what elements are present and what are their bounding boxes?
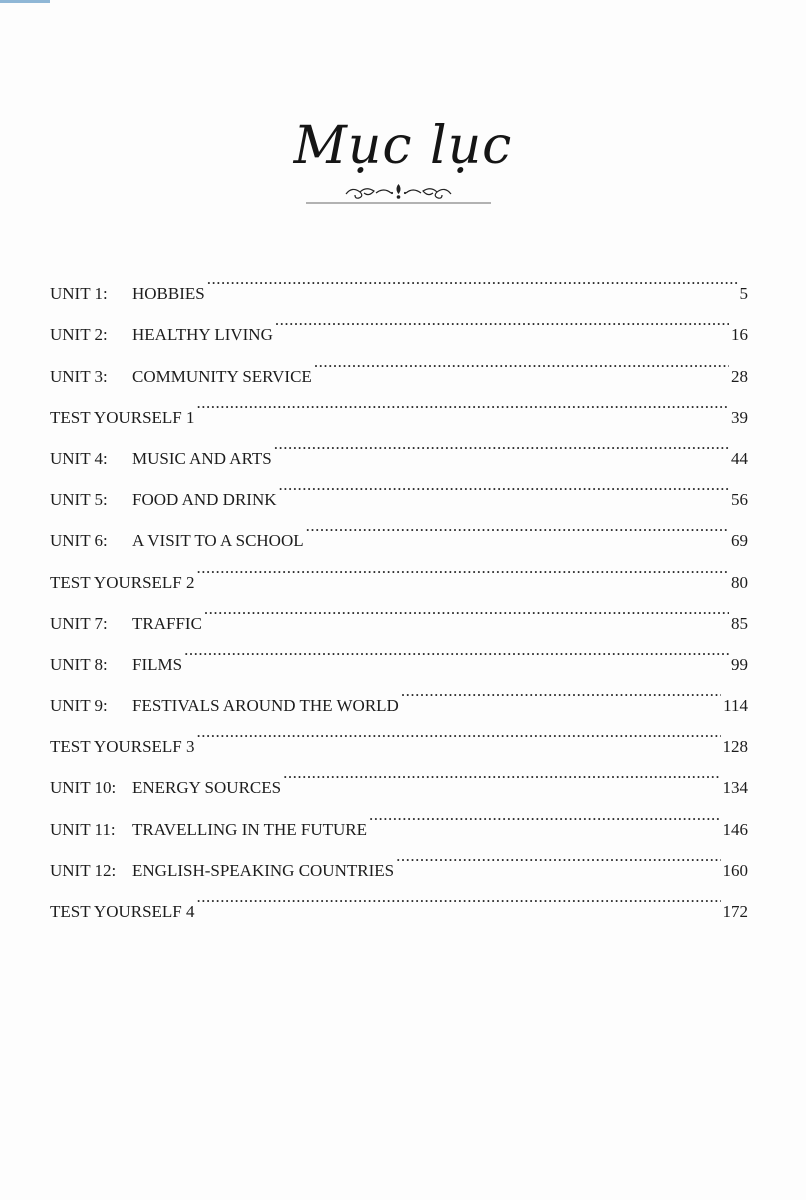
- toc-entry-page-number: 28: [731, 366, 748, 386]
- toc-entry-title: FILMS: [132, 654, 183, 674]
- toc-entry-label: [50, 562, 195, 603]
- toc-entry-page-number: 80: [731, 572, 748, 592]
- dot-leader: [396, 835, 720, 876]
- toc-entry-label: [50, 314, 273, 355]
- toc-entry-page-number: 128: [722, 737, 748, 757]
- toc-entry-title: FESTIVALS AROUND THE WORLD: [132, 696, 399, 716]
- toc-entry-number: UNIT 7:: [50, 613, 108, 633]
- toc-entry-label: [50, 767, 281, 808]
- toc-entry-label: [50, 479, 277, 520]
- dot-leader: [279, 464, 729, 505]
- dot-leader: [401, 670, 721, 711]
- dot-leader: [274, 423, 729, 464]
- dot-leader: [314, 340, 729, 381]
- toc-entry-number: UNIT 10:: [50, 778, 117, 798]
- toc-entry-page-number: 39: [731, 407, 748, 427]
- toc-entry-number: UNIT 8:: [50, 654, 108, 674]
- toc-entry-title: FOOD AND DRINK: [132, 490, 277, 510]
- toc-entry-title: TRAVELLING IN THE FUTURE: [132, 819, 367, 839]
- toc-entry-number: UNIT 6:: [50, 531, 108, 551]
- dot-leader: [275, 299, 729, 340]
- toc-entry-label: [50, 726, 195, 767]
- dot-leader: [197, 711, 721, 752]
- toc-entry-label: [50, 438, 272, 479]
- toc-entry-title: TEST YOURSELF 1: [50, 407, 195, 427]
- table-of-contents: [50, 258, 748, 921]
- toc-entry-page-number: 56: [731, 490, 748, 510]
- toc-entry-page-number: 114: [723, 696, 748, 716]
- title-ornament-divider: [306, 180, 491, 208]
- toc-entry-label: [50, 397, 195, 438]
- toc-entry-number: UNIT 11:: [50, 819, 116, 839]
- toc-entry-number: UNIT 5:: [50, 490, 108, 510]
- toc-entry-page-number: 160: [722, 860, 748, 880]
- toc-entry-label: [50, 644, 182, 685]
- dot-leader: [283, 752, 720, 793]
- dot-leader: [197, 546, 729, 587]
- toc-entry-page-number: 99: [731, 654, 748, 674]
- toc-entry-number: UNIT 3:: [50, 366, 108, 386]
- toc-entry-title: TEST YOURSELF 2: [50, 572, 195, 592]
- toc-entry-title: MUSIC AND ARTS: [132, 448, 272, 468]
- toc-entry-number: UNIT 1:: [50, 284, 108, 304]
- toc-entry-number: UNIT 4:: [50, 448, 108, 468]
- dot-leader: [197, 876, 721, 917]
- toc-entry-label: [50, 603, 202, 644]
- toc-entry-title: HEALTHY LIVING: [132, 325, 273, 345]
- toc-entry-page-number: 85: [731, 613, 748, 633]
- toc-entry-title: ENGLISH-SPEAKING COUNTRIES: [132, 860, 395, 880]
- toc-entry-label: [50, 891, 195, 932]
- dot-leader: [207, 258, 738, 299]
- scan-edge-mark: [0, 0, 50, 3]
- toc-entry-page-number: 44: [731, 448, 748, 468]
- toc-entry-title: TEST YOURSELF 3: [50, 737, 195, 757]
- toc-entry-title: COMMUNITY SERVICE: [132, 366, 312, 386]
- toc-entry-title: HOBBIES: [132, 284, 205, 304]
- toc-entry-number: UNIT 2:: [50, 325, 108, 345]
- dot-leader: [197, 382, 729, 423]
- toc-entry: [50, 258, 748, 304]
- toc-entry-title: A VISIT TO A SCHOOL: [132, 531, 304, 551]
- dot-leader: [204, 588, 729, 629]
- toc-entry-page-number: 16: [731, 325, 748, 345]
- toc-entry-page-number: 5: [739, 284, 748, 304]
- toc-entry-title: ENERGY SOURCES: [132, 778, 282, 798]
- dot-leader: [306, 505, 729, 546]
- toc-entry-number: UNIT 12:: [50, 860, 117, 880]
- dot-leader: [369, 793, 721, 834]
- toc-entry-page-number: 146: [722, 819, 748, 839]
- toc-entry-title: TRAFFIC: [132, 613, 202, 633]
- toc-entry-number: UNIT 9:: [50, 696, 108, 716]
- toc-entry-page-number: 69: [731, 531, 748, 551]
- page-title: Mục lục: [293, 116, 513, 176]
- toc-entry-label: [50, 809, 367, 850]
- toc-entry-title: TEST YOURSELF 4: [50, 902, 195, 921]
- toc-entry-label: [50, 273, 205, 314]
- toc-entry-page-number: 134: [722, 778, 748, 798]
- dot-leader: [184, 629, 729, 670]
- toc-entry-page-number: 172: [722, 902, 748, 921]
